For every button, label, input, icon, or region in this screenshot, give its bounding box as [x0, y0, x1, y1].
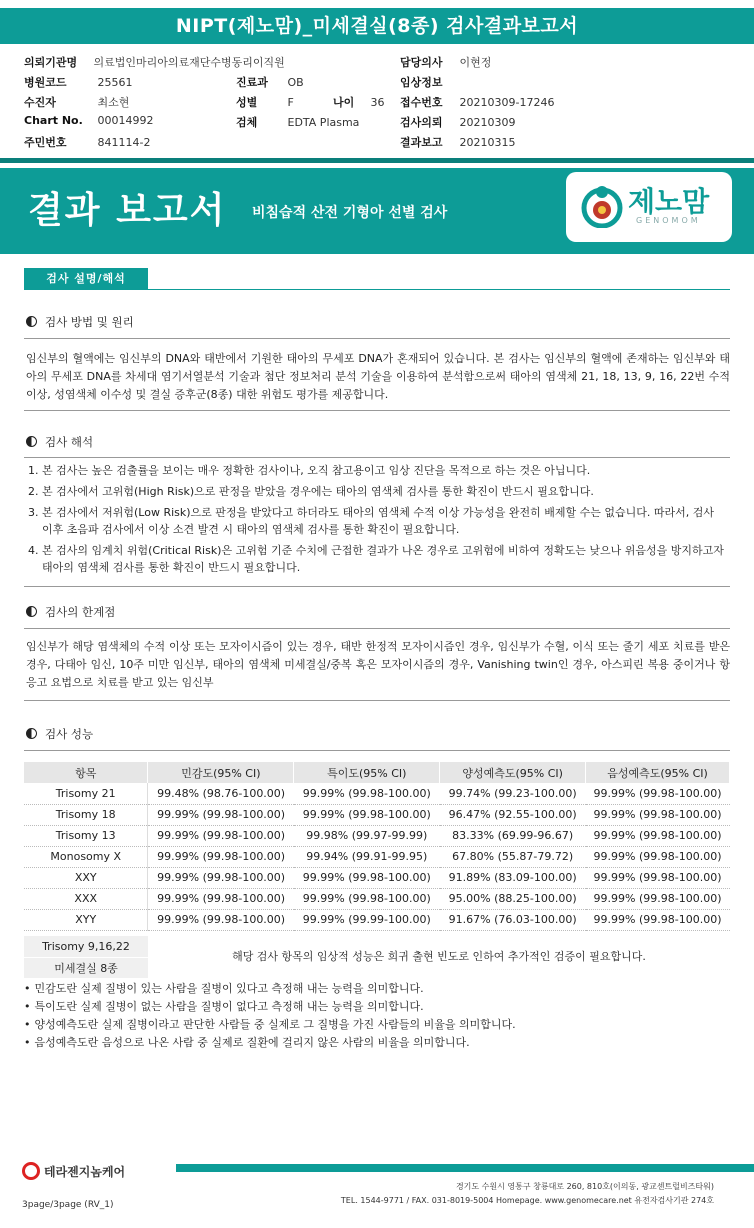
table-cell: 99.99% (99.98-100.00) — [148, 888, 294, 909]
table-row — [24, 867, 730, 888]
extra-item-label: Trisomy 9,16,22 — [24, 936, 148, 957]
table-cell: 99.94% (99.91-99.95) — [294, 846, 440, 867]
receipt-label: 접수번호 — [400, 96, 443, 109]
sex-value: F — [287, 96, 294, 109]
limits-rule — [24, 628, 730, 629]
table-cell: 99.99% (99.98-100.00) — [586, 825, 730, 846]
page-number: 3page/3page (RV_1) — [22, 1200, 114, 1210]
table-cell: 83.33% (69.99-96.67) — [440, 825, 586, 846]
banner-title: 결과 보고서 — [28, 190, 227, 231]
company-name: 테라젠지놈케어 — [44, 1165, 126, 1179]
hospital-code-label: 병원코드 — [24, 76, 67, 89]
table-row — [24, 888, 730, 909]
report-title: NIPT(제노맘)_미세결실(8종) 검사결과보고서 — [0, 8, 754, 44]
dept-value: OB — [287, 76, 304, 89]
table-cell: 99.48% (98.76-100.00) — [148, 783, 294, 804]
list-item: 4. 본 검사의 임계치 위험(Critical Risk)은 고위험 기준 수치에 근접한 결과가 나온 경우로 고위험에 비하여 정확도는 낮으나 위음성을 방지하고자 태아의 염색체 검사를 통한 확진이 반드시 필요합니다. — [28, 544, 724, 574]
table-header-row — [24, 762, 730, 783]
age-label: 나이 — [333, 96, 355, 109]
limits-heading-text: 검사의 한계점 — [45, 605, 116, 619]
method-rule — [24, 338, 730, 339]
request-row — [400, 114, 516, 130]
list-item: 2. 본 검사에서 고위험(High Risk)으로 판정을 받았을 경우에는 태아의 염색체 검사를 통한 확진이 반드시 필요합니다. — [28, 485, 594, 498]
institution-label: 의뢰기관명 — [24, 56, 78, 69]
sex-row — [236, 94, 385, 110]
table-cell: 99.99% (99.98-100.00) — [148, 825, 294, 846]
table-cell: 91.67% (76.03-100.00) — [440, 909, 586, 930]
interpretation-heading — [26, 434, 93, 450]
half-circle-icon — [26, 606, 37, 617]
table-row — [24, 846, 730, 867]
definitions-list — [24, 980, 730, 1052]
table-cell: 99.99% (99.98-100.00) — [586, 804, 730, 825]
table-cell: 99.99% (99.98-100.00) — [586, 867, 730, 888]
contact-line: TEL. 1544-9771 / FAX. 031-8019-5004 Homepage. www.genomecare.net 유전자검사기관 274호 — [340, 1196, 714, 1205]
logo-text: 제노맘 — [628, 185, 710, 218]
logo-subtext: GENOMOM — [636, 216, 701, 225]
table-cell: 99.99% (99.98-100.00) — [148, 867, 294, 888]
id-row — [24, 134, 150, 150]
table-cell: 96.47% (92.55-100.00) — [440, 804, 586, 825]
table-row — [24, 804, 730, 825]
specimen-row — [236, 114, 359, 130]
half-circle-icon — [26, 728, 37, 739]
table-cell: Monosomy X — [24, 846, 148, 867]
table-cell: 99.99% (99.98-100.00) — [294, 888, 440, 909]
genomom-logo-icon — [580, 184, 624, 228]
table-cell: XYY — [24, 909, 148, 930]
table-cell: XXY — [24, 867, 148, 888]
list-item: • 특이도란 실제 질병이 없는 사람을 질병이 없다고 측정해 내는 능력을 의미합니다. — [24, 998, 730, 1016]
patient-info — [24, 54, 744, 154]
report-date-value: 20210315 — [459, 136, 516, 149]
doctor-row — [400, 54, 491, 70]
extra-items-labels — [24, 936, 148, 978]
age-value: 36 — [370, 96, 385, 109]
interpretation-heading-text: 검사 해석 — [45, 435, 94, 449]
id-value: 841114-2 — [97, 136, 151, 149]
dept-row — [236, 74, 304, 90]
clinical-label: 임상정보 — [400, 76, 443, 89]
table-cell: 99.99% (99.98-100.00) — [148, 909, 294, 930]
id-label: 주민번호 — [24, 136, 67, 149]
performance-heading — [26, 726, 93, 742]
table-cell: 99.99% (99.98-100.00) — [586, 846, 730, 867]
extra-items-row — [24, 936, 730, 978]
patient-label: 수진자 — [24, 96, 56, 109]
method-heading — [26, 314, 134, 330]
specimen-value: EDTA Plasma — [287, 116, 360, 129]
performance-table — [24, 762, 730, 931]
table-cell: 99.74% (99.23-100.00) — [440, 783, 586, 804]
doctor-value: 이현정 — [459, 56, 492, 69]
extra-items-note: 해당 검사 항목의 임상적 성능은 희귀 출현 빈도로 인하여 추가적인 검증이 필요합니다. — [232, 950, 646, 963]
table-cell: 99.99% (99.98-100.00) — [586, 888, 730, 909]
list-item: • 음성예측도란 음성으로 나온 사람 중 실제로 질환에 걸리지 않은 사람의 비율을 의미합니다. — [24, 1034, 730, 1052]
table-cell: 99.99% (99.98-100.00) — [586, 783, 730, 804]
clinical-row — [400, 74, 460, 90]
hospital-code-row — [24, 74, 133, 90]
table-row — [24, 909, 730, 930]
request-value: 20210309 — [459, 116, 516, 129]
column-header: 특이도(95% CI) — [294, 762, 440, 783]
hospital-code-value: 25561 — [97, 76, 133, 89]
list-item: 1. 본 검사는 높은 검출률을 보이는 매우 정확한 검사이나, 오직 참고용이고 임상 진단을 목적으로 하는 것은 아닙니다. — [28, 464, 591, 477]
company-logo-icon — [22, 1162, 40, 1180]
report-date-label: 결과보고 — [400, 136, 443, 149]
header-divider — [0, 158, 754, 163]
request-label: 검사의뢰 — [400, 116, 443, 129]
list-item: 3. 본 검사에서 저위험(Low Risk)으로 판정을 받았다고 하더라도 태아의 염색체 수적 이상 가능성을 완전히 배제할 수는 없습니다. 따라서, 검사 이후 초음파 검사에서 이상 소견 발견 시 태아의 염색체 검사를 통한 확진이 필요합니다. — [28, 506, 715, 536]
column-header: 항목 — [24, 762, 148, 783]
patient-row — [24, 94, 129, 110]
column-header: 민감도(95% CI) — [148, 762, 294, 783]
table-row — [24, 783, 730, 804]
chart-label: Chart No. — [24, 114, 83, 127]
genomom-logo — [566, 172, 732, 242]
method-bottom-rule — [24, 410, 730, 411]
patient-value: 최소현 — [97, 96, 130, 109]
table-cell: 95.00% (88.25-100.00) — [440, 888, 586, 909]
interpretation-list — [28, 462, 728, 580]
method-text: 임신부의 혈액에는 임신부의 DNA와 태반에서 기원한 태아의 무세포 DNA가 혼재되어 있습니다. 본 검사는 임신부의 혈액에 존재하는 임신부와 태아의 무세포 DNA를 차세대 염기서열분석 기술과 첨단 정보처리 분석 기술을 이용하여 분석함으로써 태아의 염색체 21, 18, 13, 9, 16, 22번 수적 이상, 성염색체 이수성 및 결실 증후군(8종) 대한 위험도 평가를 제공합니다. — [26, 352, 730, 401]
receipt-row — [400, 94, 554, 110]
table-cell: Trisomy 21 — [24, 783, 148, 804]
table-cell: XXX — [24, 888, 148, 909]
list-item: • 양성예측도란 실제 질병이라고 판단한 사람들 중 실제로 그 질병을 가진 사람들의 비율을 의미합니다. — [24, 1016, 730, 1034]
limits-text: 임신부가 해당 염색체의 수적 이상 또는 모자이시즘이 있는 경우, 태반 한정적 모자이시즘인 경우, 임신부가 수혈, 이식 또는 줄기 세포 치료를 받은 경우, 다태아 임신, 10주 미만 임신부, 태아의 염색체 미세결실/중복 혹은 모자이시즘의 경우, Vanishing twin인 경우, 아스피린 복용 중이거나 항 응고 요법으로 치료를 받고 있는 임신부 — [26, 640, 730, 689]
section-underline — [24, 289, 730, 290]
chart-row — [24, 114, 154, 127]
dept-label: 진료과 — [236, 76, 268, 89]
section-tab: 검사 설명/해석 — [24, 268, 148, 290]
table-cell: 99.99% (99.98-100.00) — [294, 867, 440, 888]
specimen-label: 검체 — [236, 116, 258, 129]
receipt-value: 20210309-17246 — [459, 96, 555, 109]
half-circle-icon — [26, 436, 37, 447]
interpretation-bottom-rule — [24, 586, 730, 587]
half-circle-icon — [26, 316, 37, 327]
table-cell: 99.99% (99.98-100.00) — [294, 804, 440, 825]
institution-row — [24, 54, 285, 70]
company-logo — [22, 1162, 125, 1180]
doctor-label: 담당의사 — [400, 56, 443, 69]
table-cell: 99.99% (99.98-100.00) — [148, 846, 294, 867]
column-header: 음성예측도(95% CI) — [586, 762, 730, 783]
table-cell: Trisomy 13 — [24, 825, 148, 846]
column-header: 양성예측도(95% CI) — [440, 762, 586, 783]
table-cell: 67.80% (55.87-79.72) — [440, 846, 586, 867]
limits-bottom-rule — [24, 700, 730, 701]
list-item: • 민감도란 실제 질병이 있는 사람을 질병이 있다고 측정해 내는 능력을 의미합니다. — [24, 980, 730, 998]
footer-address — [341, 1180, 714, 1208]
footer-bar — [176, 1164, 754, 1172]
sex-label: 성별 — [236, 96, 258, 109]
table-cell: 99.98% (99.97-99.99) — [294, 825, 440, 846]
table-cell: 99.99% (99.98-100.00) — [148, 804, 294, 825]
table-row — [24, 825, 730, 846]
table-cell: 99.99% (99.98-100.00) — [586, 909, 730, 930]
limits-heading — [26, 604, 115, 620]
report-date-row — [400, 134, 516, 150]
performance-rule — [24, 750, 730, 751]
extra-item-label: 미세결실 8종 — [24, 957, 148, 978]
table-cell: 99.99% (99.98-100.00) — [294, 783, 440, 804]
interpretation-rule — [24, 457, 730, 458]
banner-subtitle: 비침습적 산전 기형아 선별 검사 — [252, 205, 448, 221]
chart-value: 00014992 — [97, 114, 154, 127]
table-cell: 91.89% (83.09-100.00) — [440, 867, 586, 888]
table-cell: 99.99% (99.99-100.00) — [294, 909, 440, 930]
method-heading-text: 검사 방법 및 원리 — [45, 315, 134, 329]
performance-heading-text: 검사 성능 — [45, 727, 94, 741]
institution-value: 의료법인마리아의료재단수병동리이직원 — [93, 56, 285, 69]
address-line: 경기도 수원시 영통구 창룡대로 260, 810호(이의동, 광교센트럴비즈타워) — [455, 1182, 714, 1191]
table-cell: Trisomy 18 — [24, 804, 148, 825]
